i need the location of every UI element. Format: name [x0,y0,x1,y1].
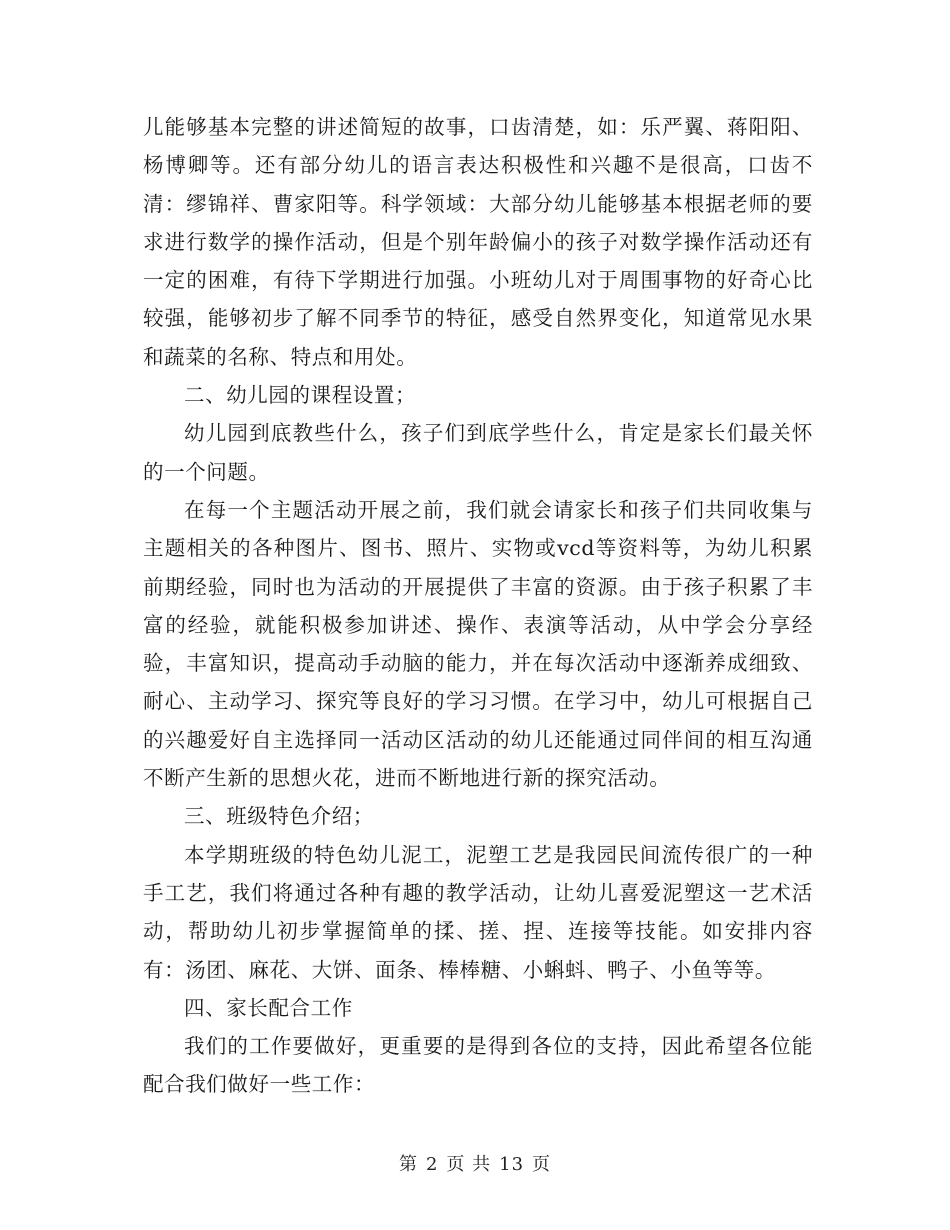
section-heading-curriculum: 二、幼儿园的课程设置； [184,383,417,408]
paragraph: 在每一个主题活动开展之前，我们就会请家长和孩子们共同收集与主题相关的各种图片、图书、照片、实物或vcd等资料等，为幼儿积累前期经验，同时也为活动的开展提供了丰富的资源。由于孩子积累了丰富的经验，就能积极参加讲述、操作、表演等活动，从中学会分享经验，丰富知识，提高动手动脑的能力，并在每次活动中逐渐养成细致、耐心、主动学习、探究等良好的学习习惯。在学习中，幼儿可根据自己的兴趣爱好自主选择同一活动区活动的幼儿还能通过同伴间的相互沟通不断产生新的思想火花，进而不断地进行新的探究活动。 [143,497,813,791]
page-footer [0,1150,950,1176]
section-heading-parent-cooperation: 四、家长配合工作 [184,995,353,1020]
footer-middle: 页 共 [446,1154,492,1175]
footer-prefix: 第 [398,1154,418,1175]
footer-suffix: 页 [532,1154,552,1175]
document-body [143,108,813,1104]
paragraph-continuation: 儿能够基本完整的讲述简短的故事，口齿清楚，如：乐严翼、蒋阳阳、杨博卿等。还有部分幼儿的语言表达积极性和兴趣不是很高，口齿不清：缪锦祥、曹家阳等。科学领域：大部分幼儿能够基本根据老师的要求进行数学的操作活动，但是个别年龄偏小的孩子对数学操作活动还有一定的困难，有待下学期进行加强。小班幼儿对于周围事物的好奇心比较强，能够初步了解不同季节的特征，感受自然界变化，知道常见水果和蔬菜的名称、特点和用处。 [143,115,813,369]
total-pages: 13 [499,1154,525,1175]
section-heading-class-features: 三、班级特色介绍； [184,804,374,829]
paragraph: 幼儿园到底教些什么，孩子们到底学些什么，肯定是家长们最关怀的一个问题。 [143,421,813,484]
paragraph: 本学期班级的特色幼儿泥工，泥塑工艺是我园民间流传很广的一种手工艺，我们将通过各种有趣的教学活动，让幼儿喜爱泥塑这一艺术活动，帮助幼儿初步掌握简单的揉、搓、捏、连接等技能。如安排内容有：汤团、麻花、大饼、面条、棒棒糖、小蝌蚪、鸭子、小鱼等等。 [143,842,813,982]
paragraph: 我们的工作要做好，更重要的是得到各位的支持，因此希望各位能配合我们做好一些工作： [143,1034,813,1097]
page-number: 2 [425,1154,439,1175]
